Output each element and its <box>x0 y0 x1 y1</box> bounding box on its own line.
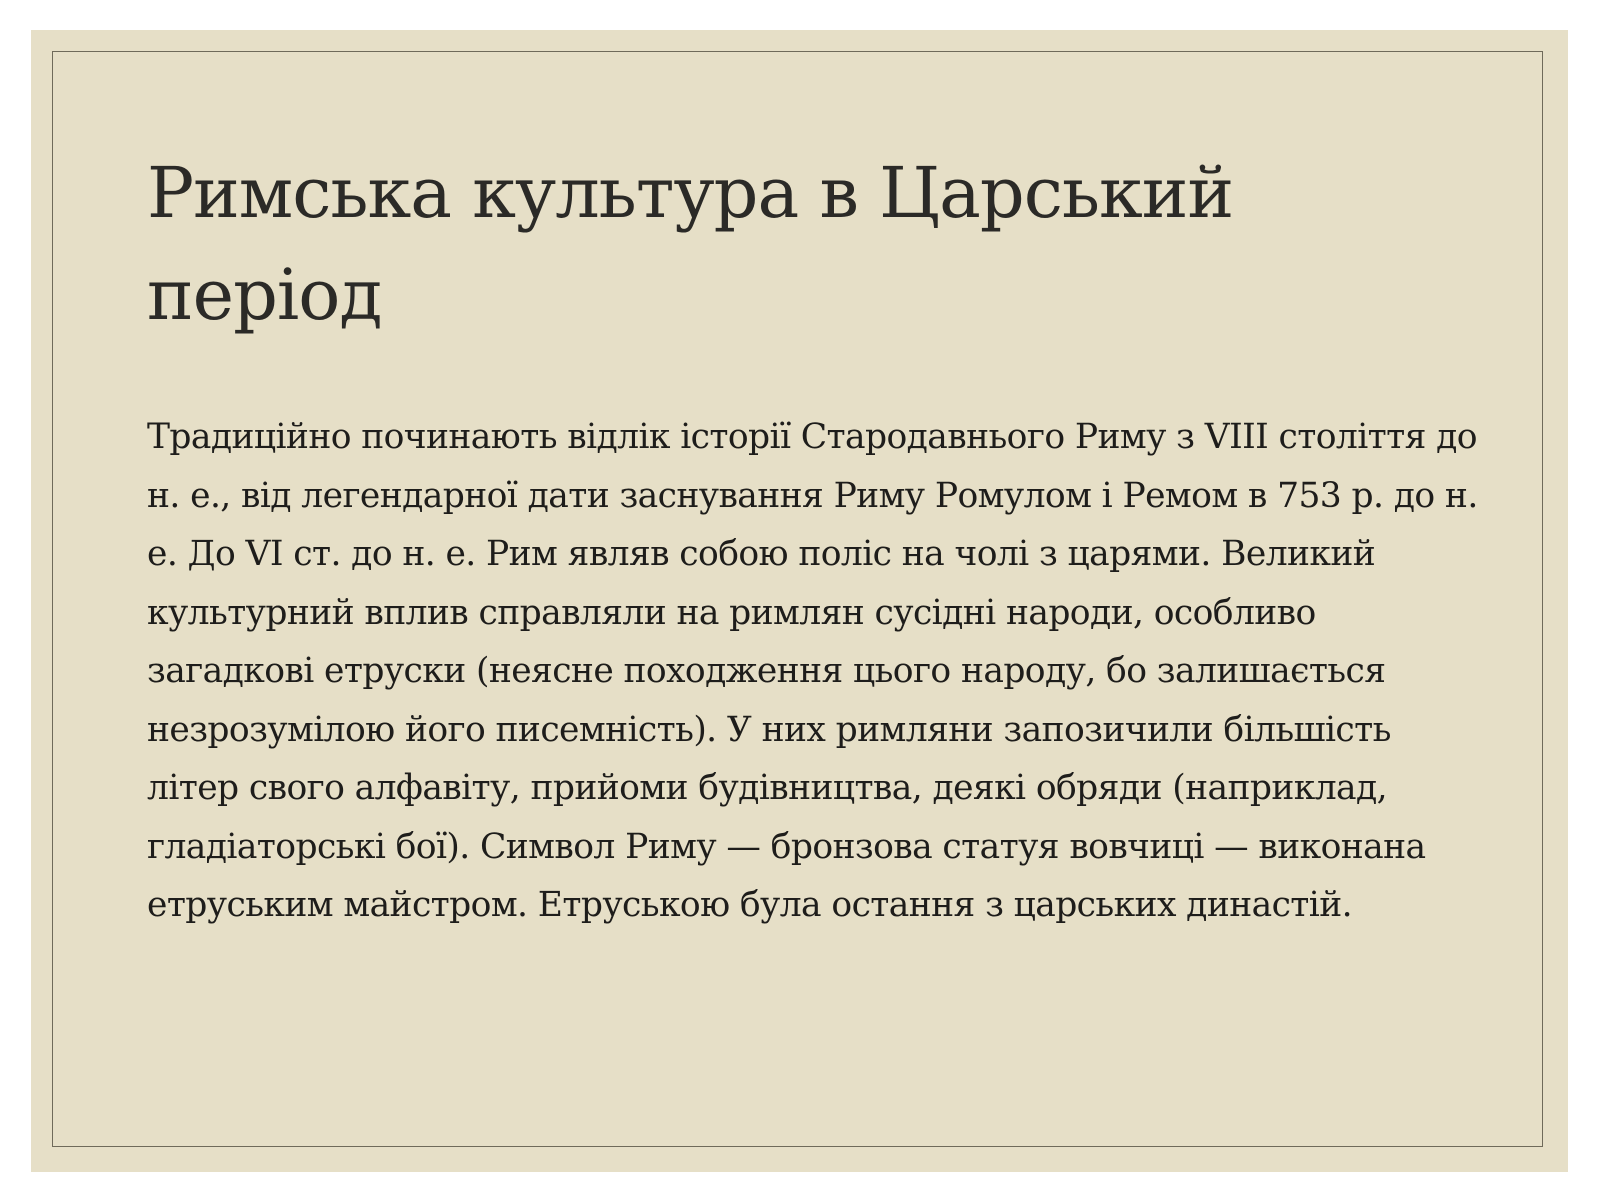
slide-body-text: Традиційно починають відлік історії Стародавнього Риму з VIII століття до н. е., від легендарної дати заснування Риму Ромулом і Ремом в 753 р. до н. е. До VI ст. до н. е. Рим являв собою поліс на чолі з царями. Великий культурний вплив справляли на римлян сусідні народи, особливо загадкові етруски (неясне походження цього народу, бо залишається незрозумілою його писемність). У них римляни запозичили більшість літер свого алфавіту, прийоми будівництва, деякі обряди (наприклад, гладіаторські бої). Символ Риму — бронзова статуя вовчиці — виконана етруським майстром. Етруською була остання з царських династій. <box>147 417 1478 925</box>
slide <box>31 30 1568 1172</box>
slide-title: Римська культура в Царський період <box>147 152 1234 336</box>
